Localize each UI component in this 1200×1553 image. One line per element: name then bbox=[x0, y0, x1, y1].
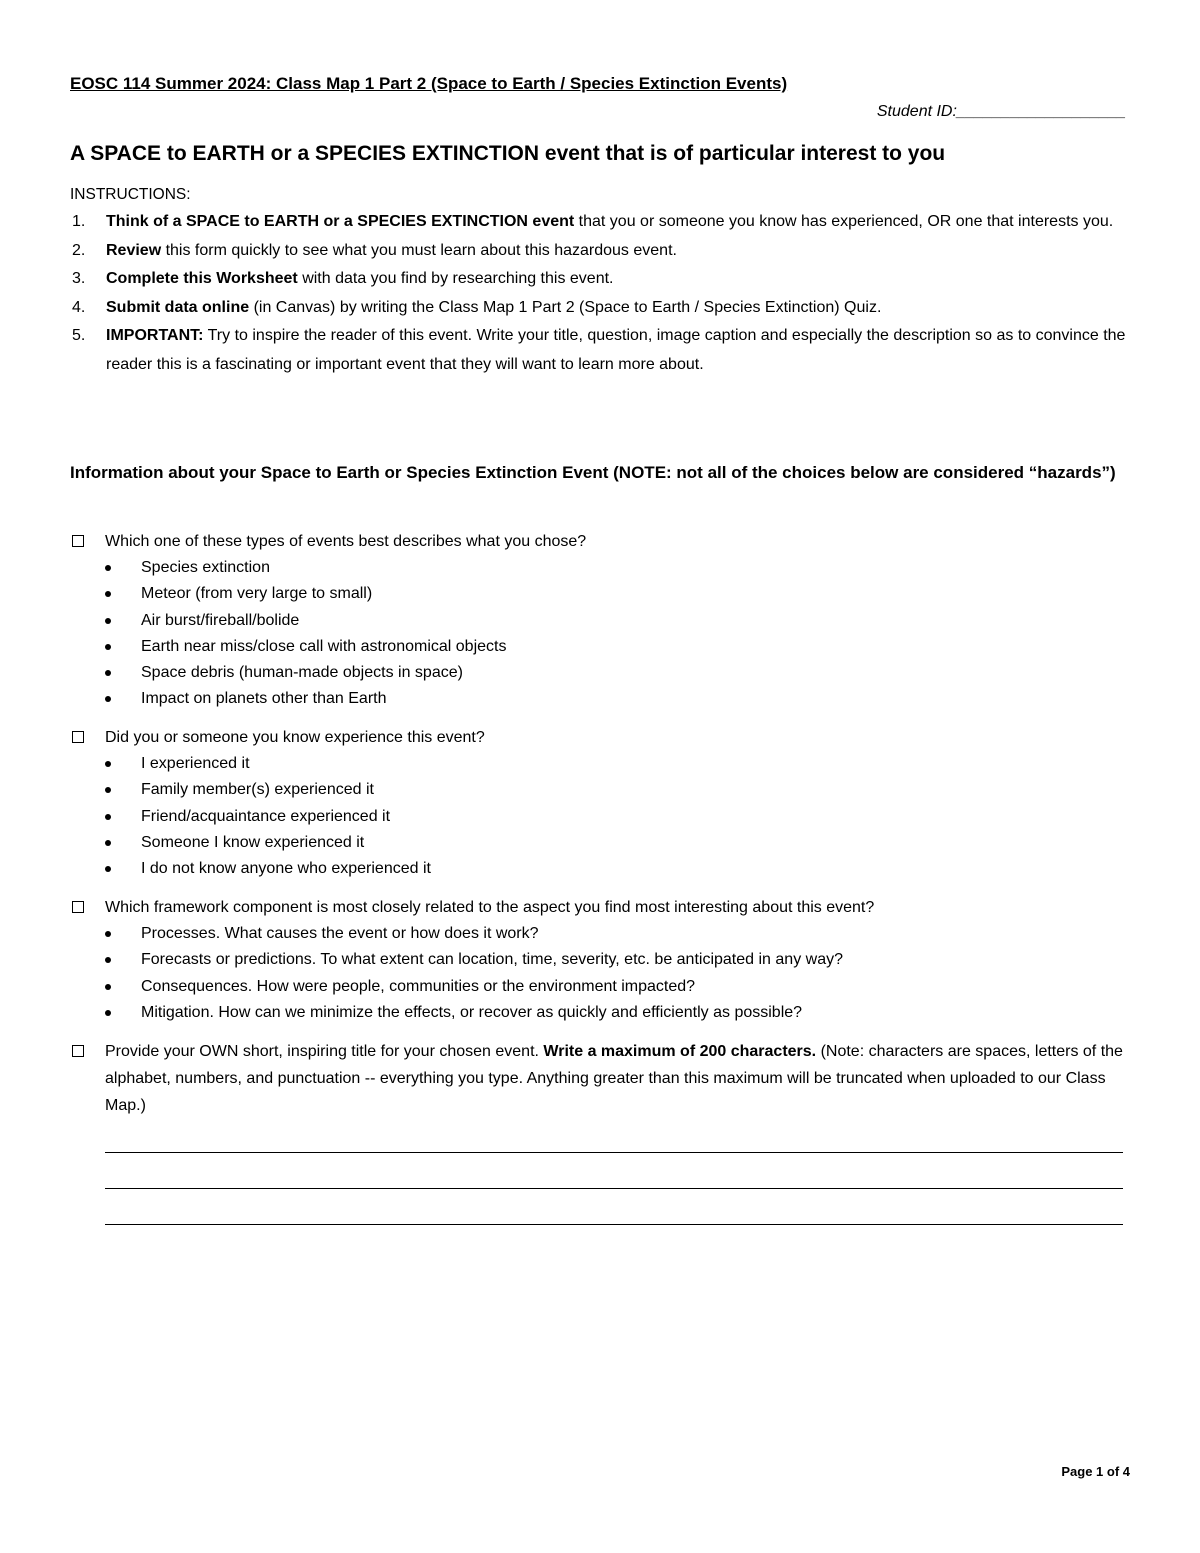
option-item bbox=[70, 777, 1130, 803]
instruction-number: 5. bbox=[72, 327, 86, 344]
option-text: I do not know anyone who experienced it bbox=[141, 860, 431, 878]
question bbox=[70, 724, 1130, 751]
instruction-item bbox=[70, 265, 1130, 294]
option-item bbox=[70, 608, 1130, 634]
instruction-item bbox=[70, 322, 1130, 379]
question-text: Which one of these types of events best describes what you chose? bbox=[105, 533, 587, 550]
option-text: Friend/acquaintance experienced it bbox=[141, 807, 391, 825]
question-text: Provide your OWN short, inspiring title for your chosen event. bbox=[105, 1043, 544, 1060]
bullet-icon bbox=[105, 931, 111, 937]
bullet-icon bbox=[105, 618, 111, 624]
bullet-icon bbox=[105, 1010, 111, 1016]
instruction-item bbox=[70, 294, 1130, 323]
option-item bbox=[70, 555, 1130, 581]
question-block-event-type bbox=[70, 528, 1130, 713]
option-item bbox=[70, 686, 1130, 712]
section-heading: Information about your Space to Earth or Species Extinction Event (NOTE: not all of the choices below are considered “hazards”) bbox=[70, 463, 1116, 482]
option-text: Family member(s) experienced it bbox=[141, 781, 374, 799]
bullet-icon bbox=[105, 696, 111, 702]
instruction-bold: Submit data online bbox=[106, 298, 250, 316]
option-item bbox=[70, 581, 1130, 607]
option-list bbox=[70, 555, 1130, 713]
option-text: I experienced it bbox=[141, 755, 250, 772]
answer-line[interactable] bbox=[105, 1152, 1123, 1153]
option-text: Space debris (human-made objects in space) bbox=[141, 664, 463, 682]
bullet-icon bbox=[105, 761, 111, 767]
checkbox-icon[interactable] bbox=[72, 901, 84, 913]
option-text: Processes. What causes the event or how does it work? bbox=[141, 925, 539, 942]
instruction-text: with data you find by researching this event. bbox=[297, 270, 614, 287]
instruction-text: that you or someone you know has experienced, OR one that interests you. bbox=[574, 213, 1114, 230]
option-text: Mitigation. How can we minimize the effects, or recover as quickly and efficiently as possible? bbox=[141, 1003, 803, 1021]
question bbox=[70, 1038, 1130, 1119]
checkbox-icon[interactable] bbox=[72, 1045, 84, 1057]
option-item bbox=[70, 856, 1130, 882]
question-block-experience bbox=[70, 724, 1130, 882]
instruction-number: 4. bbox=[72, 298, 86, 316]
option-text: Meteor (from very large to small) bbox=[141, 585, 373, 603]
bullet-icon bbox=[105, 591, 111, 597]
bullet-icon bbox=[105, 840, 111, 846]
option-item bbox=[70, 947, 1130, 973]
question-text-bold: Write a maximum of 200 characters. bbox=[543, 1043, 817, 1060]
bullet-icon bbox=[105, 866, 111, 872]
option-item bbox=[70, 804, 1130, 830]
option-text: Species extinction bbox=[141, 559, 270, 576]
option-item bbox=[70, 1000, 1130, 1026]
instruction-bold: Think of a SPACE to EARTH or a SPECIES EXTINCTION event bbox=[106, 213, 575, 230]
option-item bbox=[70, 830, 1130, 856]
option-list bbox=[70, 921, 1130, 1026]
question-text: Did you or someone you know experience this event? bbox=[105, 729, 485, 746]
question-text: Which framework component is most closely related to the aspect you find most interesting about this event? bbox=[105, 899, 875, 916]
option-item bbox=[70, 751, 1130, 777]
instructions-label: INSTRUCTIONS: bbox=[70, 186, 191, 203]
instruction-bold: Review bbox=[106, 241, 162, 259]
option-item bbox=[70, 634, 1130, 660]
instruction-number: 3. bbox=[72, 270, 86, 287]
option-text: Forecasts or predictions. To what extent can location, time, severity, etc. be anticipated in any way? bbox=[141, 951, 843, 969]
option-item bbox=[70, 660, 1130, 686]
page-number: Page 1 of 4 bbox=[1061, 1464, 1130, 1479]
checkbox-icon[interactable] bbox=[72, 535, 84, 547]
question bbox=[70, 894, 1130, 921]
bullet-icon bbox=[105, 670, 111, 676]
instruction-item bbox=[70, 208, 1130, 237]
instruction-bold: IMPORTANT: bbox=[106, 327, 204, 344]
instruction-number: 2. bbox=[72, 241, 86, 259]
option-text: Air burst/fireball/bolide bbox=[141, 611, 300, 629]
bullet-icon bbox=[105, 814, 111, 820]
option-text: Impact on planets other than Earth bbox=[141, 690, 387, 708]
question-block-framework bbox=[70, 894, 1130, 1026]
option-item bbox=[70, 974, 1130, 1000]
option-item bbox=[70, 921, 1130, 947]
question-text: (Note: characters are spaces, letters of the alphabet, numbers, and punctuation -- everything you type. Anything greater than this maximum will be truncated when uploaded to our Class Map.) bbox=[105, 1043, 1123, 1114]
bullet-icon bbox=[105, 957, 111, 963]
bullet-icon bbox=[105, 644, 111, 650]
bullet-icon bbox=[105, 984, 111, 990]
answer-line[interactable] bbox=[105, 1224, 1123, 1225]
instruction-text: Try to inspire the reader of this event. Write your title, question, image caption and especially the description so as to convince the reader this is a fascinating or important event that they will want to learn more about. bbox=[106, 327, 1126, 373]
instruction-item bbox=[70, 237, 1130, 266]
instruction-text: (in Canvas) by writing the Class Map 1 Part 2 (Space to Earth / Species Extinction) Quiz. bbox=[249, 298, 882, 316]
course-title: EOSC 114 Summer 2024: Class Map 1 Part 2 (Space to Earth / Species Extinction Events) bbox=[70, 74, 788, 93]
page-title: A SPACE to EARTH or a SPECIES EXTINCTION event that is of particular interest to you bbox=[70, 142, 946, 165]
student-id-field: Student ID:___________________ bbox=[876, 103, 1126, 120]
option-text: Earth near miss/close call with astronomical objects bbox=[141, 637, 507, 655]
answer-line[interactable] bbox=[105, 1188, 1123, 1189]
checkbox-icon[interactable] bbox=[72, 731, 84, 743]
instruction-text: this form quickly to see what you must learn about this hazardous event. bbox=[161, 241, 677, 259]
instruction-bold: Complete this Worksheet bbox=[106, 270, 298, 287]
question-block-title bbox=[70, 1038, 1130, 1119]
option-text: Someone I know experienced it bbox=[141, 833, 365, 851]
question bbox=[70, 528, 1130, 555]
option-text: Consequences. How were people, communities or the environment impacted? bbox=[141, 977, 696, 995]
instruction-number: 1. bbox=[72, 213, 86, 230]
bullet-icon bbox=[105, 565, 111, 571]
bullet-icon bbox=[105, 787, 111, 793]
instructions-list bbox=[70, 208, 1130, 379]
option-list bbox=[70, 751, 1130, 882]
